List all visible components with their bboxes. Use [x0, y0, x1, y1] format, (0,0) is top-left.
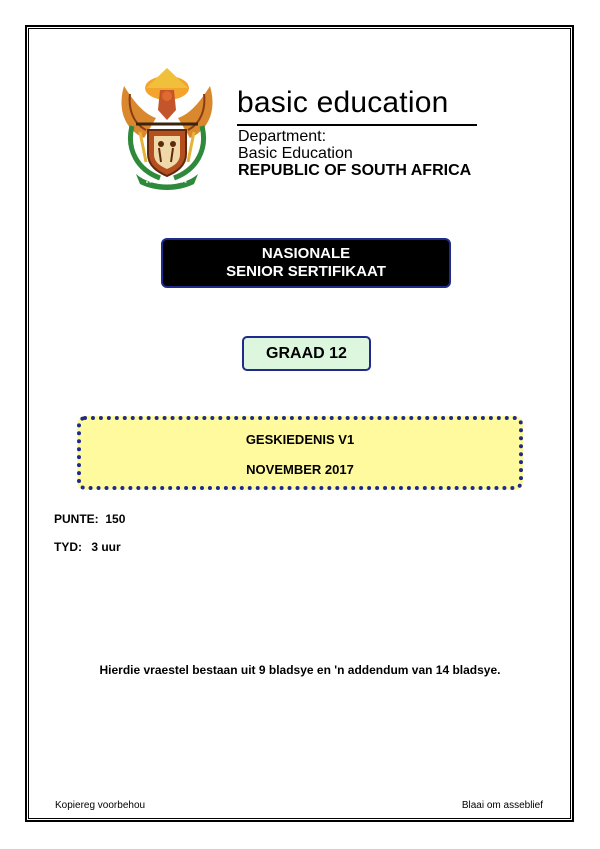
time-line	[54, 540, 121, 554]
certificate-title-line2: SENIOR SERTIFIKAAT	[226, 263, 386, 280]
brand-underline	[237, 124, 477, 126]
footer-copyright: Kopiereg voorbehou	[55, 800, 146, 811]
marks-line	[54, 512, 125, 526]
marks-value: 150	[105, 512, 126, 526]
subject-box	[77, 416, 523, 490]
grade-label: GRAAD 12	[266, 344, 347, 362]
certificate-title-line1: NASIONALE	[261, 245, 351, 262]
exam-session: NOVEMBER 2017	[246, 462, 354, 477]
department-label: Department:	[238, 128, 327, 145]
brand-title: basic education	[237, 86, 449, 119]
time-value: 3 uur	[91, 540, 121, 554]
time-label: TYD:	[54, 540, 82, 554]
country-name: REPUBLIC OF SOUTH AFRICA	[238, 162, 472, 179]
page-count-note: Hierdie vraestel bestaan uit 9 bladsye en 'n addendum van 14 bladsye.	[99, 663, 501, 677]
footer-turn-over: Blaai om asseblief	[461, 800, 543, 811]
certificate-title-box	[161, 238, 451, 288]
grade-box	[242, 336, 371, 371]
subject-title: GESKIEDENIS V1	[245, 432, 355, 447]
department-name: Basic Education	[238, 145, 353, 162]
coat-of-arms-icon	[116, 66, 218, 190]
marks-label: PUNTE:	[54, 512, 99, 526]
